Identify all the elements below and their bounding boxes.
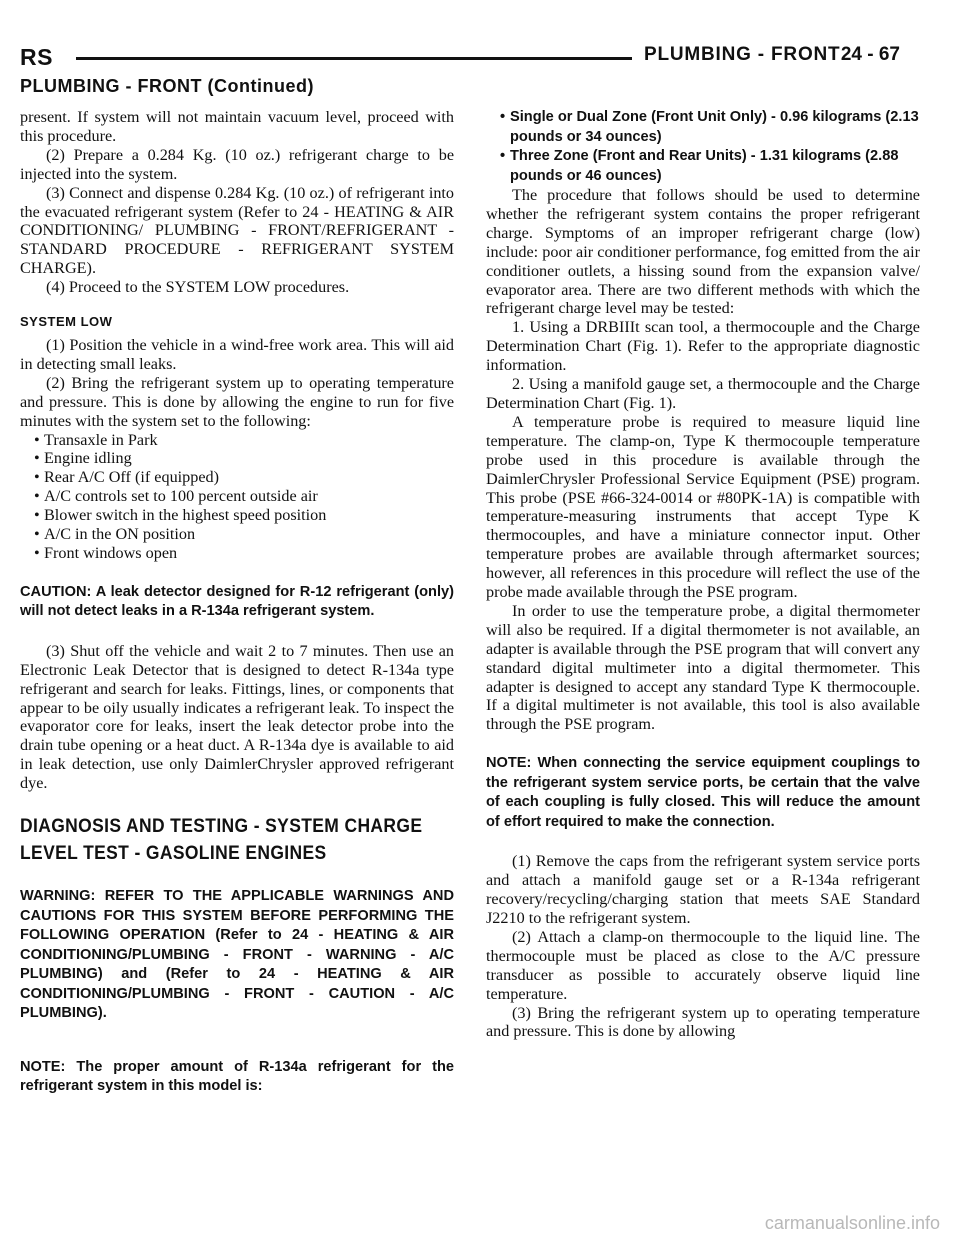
- bullet-item: • Engine idling: [20, 449, 454, 468]
- bullet-item: • Transaxle in Park: [20, 431, 454, 450]
- paragraph: A temperature probe is required to measure liquid line temperature. The clamp-on, Type K thermocouple temperature probe used in this procedure is available through the DaimlerChrysler Professional Service Equipment (PSE) program. This probe (PSE #66-324-0014 or #80PK-1A) is compatible with temperature-measuring instruments that accept Type K thermocouples, and have a miniature connector input. Other temperature probes are available through aftermarket sources; however, all references in this procedure will reflect the use of the probe made available through the PSE program.: [486, 412, 920, 602]
- continued-heading: PLUMBING - FRONT (Continued): [20, 76, 314, 96]
- right-column: [486, 108, 920, 1041]
- bullet-item: • Rear A/C Off (if equipped): [20, 468, 454, 487]
- paragraph: (3) Shut off the vehicle and wait 2 to 7 minutes. Then use an Electronic Leak Detector that is designed to detect R-134a type refrigerant and search for leaks. Fittings, lines, or components that appear to be oily usually indicates a refrigerant leak. To inspect the evaporator core for leaks, insert the leak detector probe into the drain tube opening or a heat duct. A R-134a dye is available to aid in leak detection, use only DaimlerChrysler approved refrigerant dye.: [20, 641, 454, 793]
- bullet-item: • A/C in the ON position: [20, 525, 454, 544]
- section-heading: DIAGNOSIS AND TESTING - SYSTEM CHARGE LEVEL TEST - GASOLINE ENGINES: [20, 816, 423, 865]
- vehicle-code: RS: [20, 44, 53, 70]
- watermark: carmanualsonline.info: [764, 1213, 940, 1233]
- caution-notice: CAUTION: A leak detector designed for R-12 refrigerant (only) will not detect leaks in a R-134a refrigerant system.: [20, 583, 454, 620]
- warning-notice: WARNING: REFER TO THE APPLICABLE WARNINGS AND CAUTIONS FOR THIS SYSTEM BEFORE PERFORMING THE FOLLOWING OPERATION (Refer to 24 - HEATING & AIR CONDITIONING/PLUMBING - FRONT - WARNING - A/C PLUMBING) and (Refer to 24 - HEATING & AIR CONDITIONING/PLUMBING - FRONT - CAUTION - A/C PLUMBING).: [20, 888, 454, 1022]
- paragraph: (4) Proceed to the SYSTEM LOW procedures.: [46, 278, 350, 297]
- paragraph: (2) Prepare a 0.284 Kg. (10 oz.) refrigerant charge to be injected into the system.: [20, 145, 454, 183]
- paragraph: (3) Connect and dispense 0.284 Kg. (10 oz.) of refrigerant into the evacuated refrigerant system (Refer to 24 - HEATING & AIR CONDITIONING/ PLUMBING - FRONT/REFRIGERANT - STANDARD PROCEDURE - REFRIGERANT SYSTEM CHARGE).: [20, 183, 454, 278]
- paragraph: (1) Remove the caps from the refrigerant system service ports and attach a manifold gauge set or a R-134a refrigerant recovery/recycling/charging station that meets SAE Standard J2210 to the refrigerant system.: [486, 852, 920, 927]
- paragraph: In order to use the temperature probe, a digital thermometer will also be required. If a digital thermometer is not available, an adapter is available through the PSE program that will convert any standard digital multimeter into a digital thermometer. This adapter is designed to accept any standard Type K thermocouple. If a digital multimeter is not available, this tool is also available through the PSE program.: [486, 601, 920, 734]
- paragraph: present. If system will not maintain vacuum level, proceed with this procedure.: [20, 108, 454, 145]
- note-notice: NOTE: When connecting the service equipment couplings to the refrigerant system service ports, be certain that the valve of each coupling is fully closed. This will reduce the amount of effort required to make the connection.: [486, 755, 920, 830]
- paragraph: The procedure that follows should be used to determine whether the refrigerant system contains the proper refrigerant charge. Symptoms of an improper refrigerant charge (low) include: poor air conditioner performance, fog emitted from the air conditioner outlets, a hissing sound from the expansion valve/ evaporator area. There are two different methods with which the refrigerant charge level may be tested:: [486, 186, 920, 318]
- paragraph: (2) Attach a clamp-on thermocouple to the liquid line. The thermocouple must be placed as close to the A/C pressure transducer as possible to accurately observe liquid line temperature.: [486, 927, 920, 1003]
- paragraph: (1) Position the vehicle in a wind-free work area. This will aid in detecting small leaks.: [20, 335, 454, 373]
- note-notice: NOTE: The proper amount of R-134a refrigerant for the refrigerant system in this model is:: [20, 1058, 454, 1095]
- paragraph: 2. Using a manifold gauge set, a thermocouple and the Charge Determination Chart (Fig. 1).: [486, 375, 920, 412]
- header-rule: [76, 57, 632, 60]
- page-header: [20, 44, 900, 70]
- spec-bullet: • Single or Dual Zone (Front Unit Only) - 0.96 kilograms (2.13 pounds or 34 ounces): [486, 108, 920, 147]
- page-number: 24 - 67: [840, 44, 900, 65]
- paragraph: 1. Using a DRBIIIt scan tool, a thermocouple and the Charge Determination Chart (Fig. 1). Refer to the appropriate diagnostic information.: [486, 318, 920, 375]
- bullet-item: • Front windows open: [20, 544, 454, 563]
- paragraph: (2) Bring the refrigerant system up to operating temperature and pressure. This is done by allowing the engine to run for five minutes with the system set to the following:: [20, 373, 454, 430]
- bullet-item: • A/C controls set to 100 percent outside air: [20, 487, 454, 506]
- header-section-title: PLUMBING - FRONT: [644, 44, 841, 65]
- bullet-item: • Blower switch in the highest speed position: [20, 506, 454, 525]
- paragraph: (3) Bring the refrigerant system up to operating temperature and pressure. This is done by allowing: [486, 1003, 920, 1041]
- spec-bullet: • Three Zone (Front and Rear Units) - 1.31 kilograms (2.88 pounds or 46 ounces): [486, 147, 920, 186]
- left-column: [20, 108, 454, 1097]
- subheading-system-low: SYSTEM LOW: [20, 314, 113, 330]
